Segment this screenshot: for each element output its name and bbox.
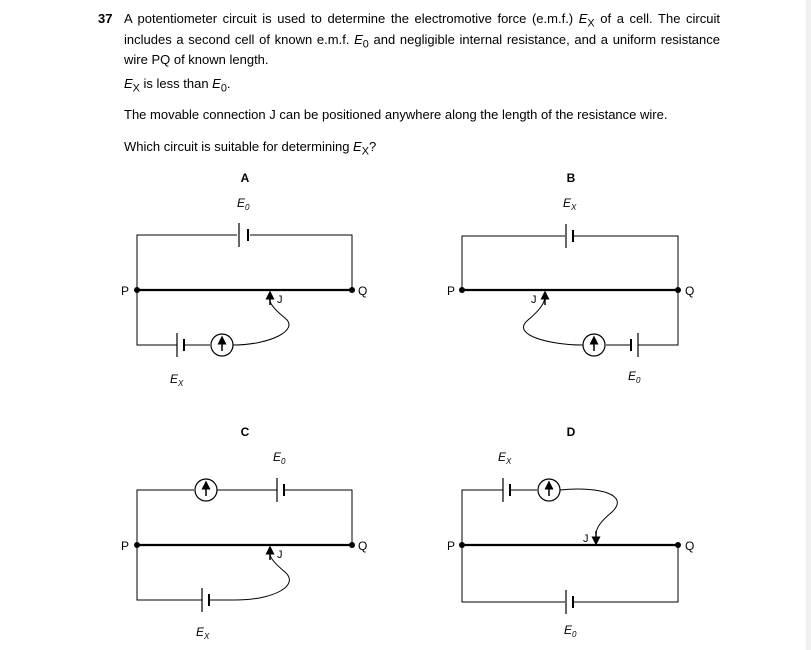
- label-p: P: [447, 284, 456, 298]
- movable-connection-text: The movable connection J can be positioned anywhere along the length of the resistance wire.: [124, 107, 668, 122]
- label-p: P: [121, 539, 130, 553]
- circuit-a-ex-label: $E_X$: [170, 372, 184, 388]
- circuit-d-ex-label: $E_X$: [498, 450, 512, 466]
- label-j: J: [277, 549, 283, 561]
- circuit-d-e0-label: $E_0$: [564, 623, 577, 639]
- label-p: P: [447, 539, 456, 553]
- question-intro: A potentiometer circuit is used to determine the electromotive force (e.m.f.) $E_X$ of a cell. The circuit includes a second cell of known e.m.f. $E_0$ and negligible internal resistance, and a uniform resistance wire PQ of known length.: [124, 11, 720, 68]
- terminal-q: [349, 542, 355, 548]
- circuit-b-label: B: [566, 171, 576, 185]
- condition-text: $E_X$ is less than $E_0$.: [124, 76, 231, 95]
- circuit-a-e0-label: $E_0$: [237, 196, 250, 212]
- circuit-b: [447, 171, 694, 385]
- label-j: J: [583, 533, 589, 545]
- circuit-c-e0-label: $E_0$: [273, 450, 286, 466]
- circuit-a: [121, 171, 367, 388]
- question-number: 37: [98, 11, 113, 26]
- label-q: Q: [685, 539, 695, 553]
- jockey-lead: [560, 489, 617, 535]
- circuit-b-e0-label: $E_0$: [628, 369, 641, 385]
- label-j: J: [531, 294, 537, 306]
- circuit-d-label: D: [566, 425, 576, 439]
- circuit-b-ex-label: $E_X$: [563, 196, 577, 212]
- terminal-p: [459, 287, 465, 293]
- label-j: J: [277, 294, 283, 306]
- circuit-c-label: C: [240, 425, 250, 439]
- circuit-d: [447, 425, 694, 639]
- question-prompt: Which circuit is suitable for determining $E_X$?: [124, 139, 377, 158]
- label-q: Q: [685, 284, 695, 298]
- circuit-c-ex-label: $E_X$: [196, 625, 210, 641]
- circuit-c: [121, 425, 367, 641]
- terminal-q: [349, 287, 355, 293]
- circuit-a-label: A: [240, 171, 250, 185]
- page-edge: [806, 0, 811, 650]
- label-q: Q: [358, 539, 368, 553]
- label-q: Q: [358, 284, 368, 298]
- label-p: P: [121, 284, 130, 298]
